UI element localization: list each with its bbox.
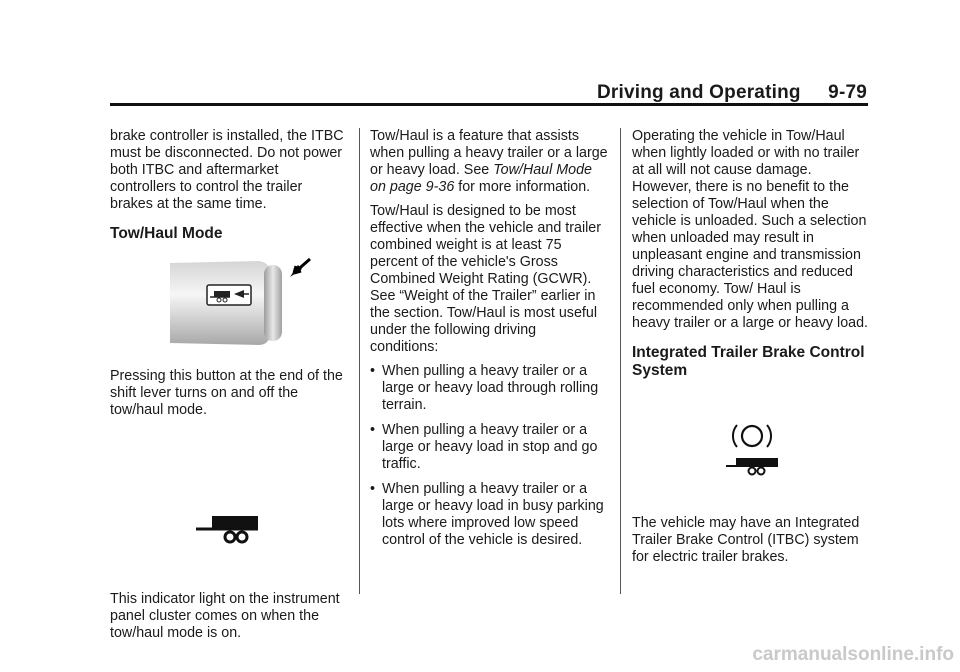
column-divider-2: [620, 128, 621, 594]
heading-tow-haul-mode: Tow/Haul Mode: [110, 225, 223, 242]
cross-reference-tow-haul-mode: Tow/Haul Mode on page 9-36: [370, 162, 593, 195]
paragraph-tow-haul-feature: Tow/Haul is a feature that assists when pulling a heavy trailer or a large or heavy load. See Tow/Haul Mode on page 9-36 for more information.: [370, 128, 608, 195]
paragraph-button-description: Pressing this button at the end of the shift lever turns on and off the tow/haul mode.: [110, 368, 343, 418]
shift-lever-tow-haul-button-icon: [170, 253, 320, 353]
column-3: [632, 128, 870, 573]
section-title: Driving and Operating: [596, 82, 801, 103]
column-1: [110, 128, 348, 649]
tow-haul-trailer-icon: [196, 514, 266, 546]
list-item: • When pulling a heavy trailer or a large or heavy load in busy parking lots where improved low speed control of the vehicle is desired.: [370, 481, 608, 549]
conditions-list: [370, 363, 608, 549]
list-item: • When pulling a heavy trailer or a large or heavy load through rolling terrain.: [370, 363, 608, 414]
paragraph-tow-haul-design: Tow/Haul is designed to be most effective when the vehicle and trailer combined weight is at least 75 percent of the vehicle's Gross Combined Weight Rating (GCWR). See “Weight of the Trailer” earlier in the section. Tow/Haul is most useful under the following driving conditions:: [370, 203, 602, 355]
trailer-brake-icon: [726, 420, 778, 478]
header-rule: [110, 103, 868, 106]
heading-itbc-system: Integrated Trailer Brake Control System: [632, 344, 865, 379]
paragraph-unloaded-operation: Operating the vehicle in Tow/Haul when lightly loaded or with no trailer at all will not cause damage. However, there is no benefit to the selection of Tow/Haul when the vehicle is unloaded. Such a selection when unloaded may result in unpleasant engine and transmission driving characteristics and reduced fuel economy. Tow/ Haul is recommended only when pulling a heavy trailer or a large or heavy load.: [632, 128, 869, 331]
paragraph-itbc-disconnect: brake controller is installed, the ITBC must be disconnected. Do not power both ITBC and aftermarket controllers to control the trailer brakes at the same time.: [110, 128, 344, 212]
watermark: carmanualsonline.info: [752, 644, 954, 665]
column-divider-1: [359, 128, 360, 594]
paragraph-itbc-description: The vehicle may have an Integrated Trailer Brake Control (ITBC) system for electric trailer brakes.: [632, 515, 860, 565]
list-item: • When pulling a heavy trailer or a large or heavy load in stop and go traffic.: [370, 422, 608, 473]
paragraph-indicator-light: This indicator light on the instrument panel cluster comes on when the tow/haul mode is on.: [110, 591, 340, 641]
page-header: [597, 82, 867, 104]
page-number: 9-79: [828, 82, 867, 103]
column-2: [370, 128, 608, 557]
